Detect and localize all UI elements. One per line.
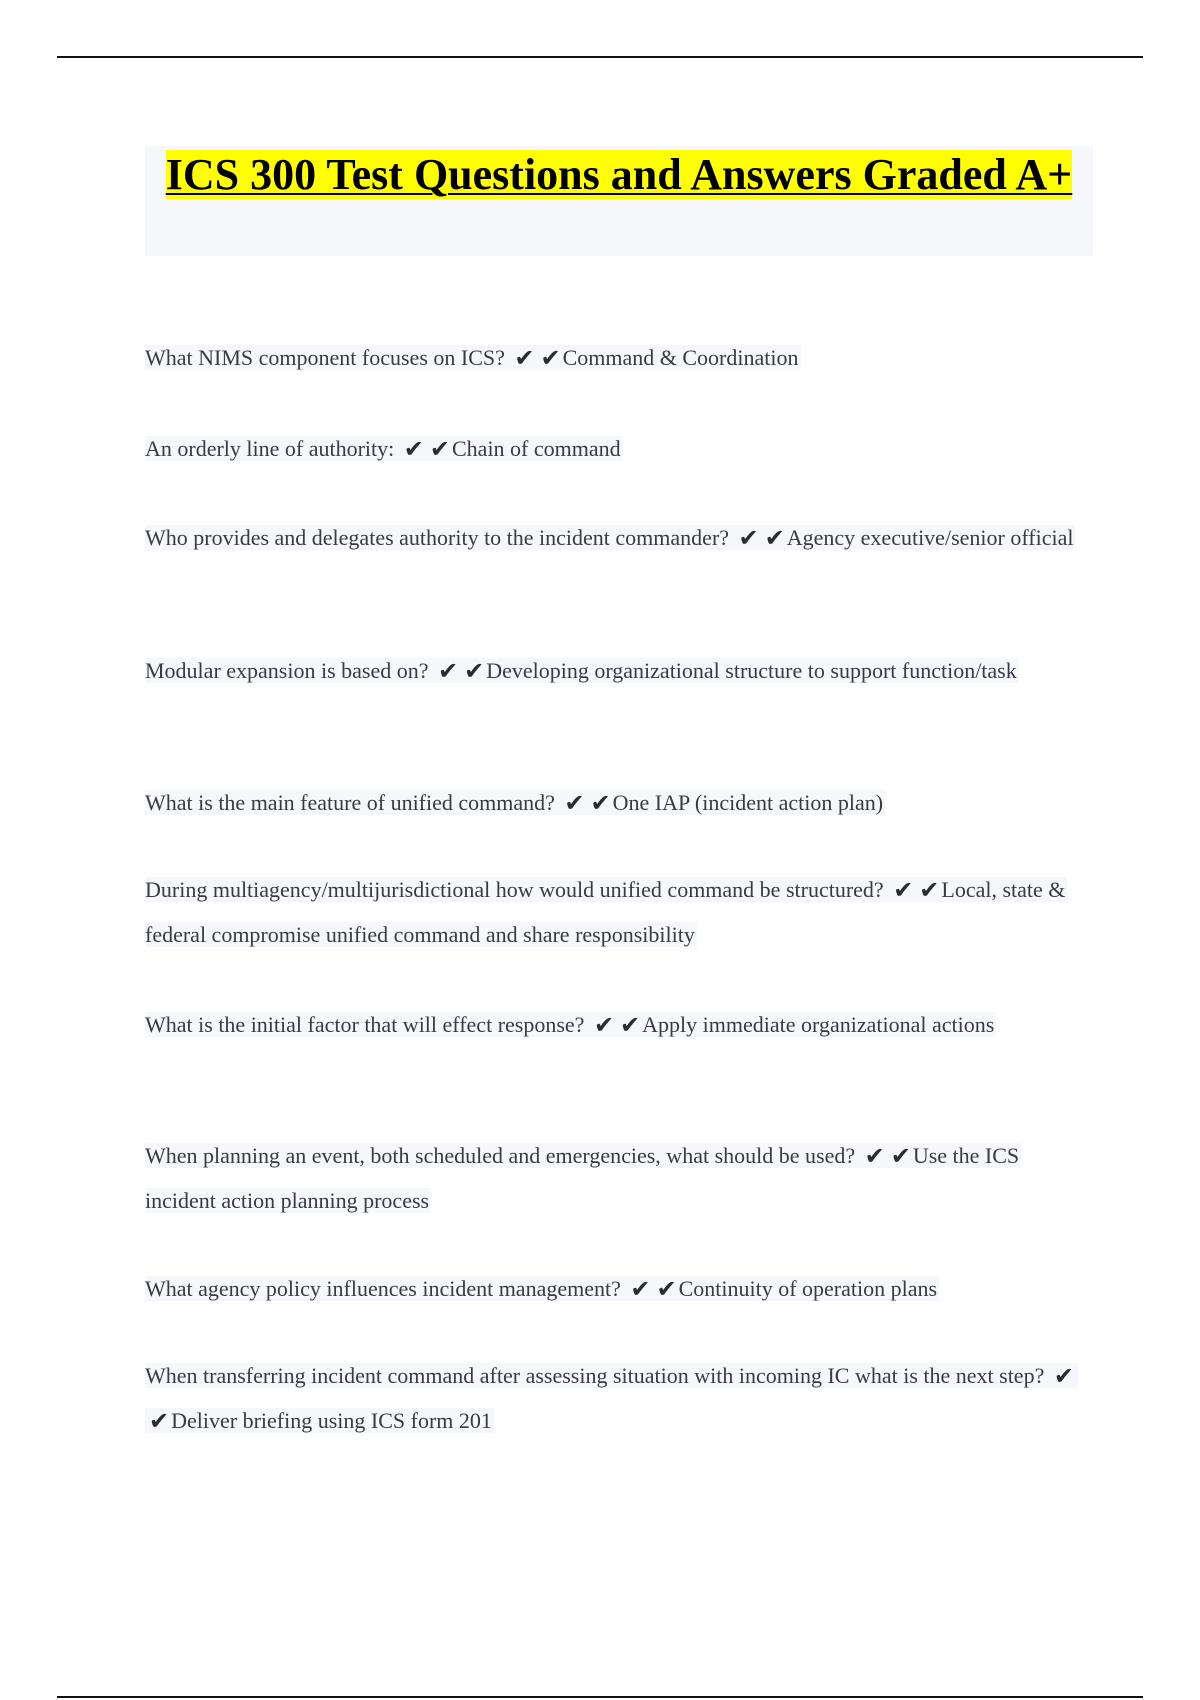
answer-text: Use the ICS incident action planning process: [145, 1143, 1020, 1213]
check-icon: ✔: [1053, 1362, 1074, 1390]
document-title: ICS 300 Test Questions and Answers Graded A+: [165, 150, 1073, 199]
title-block: [145, 146, 1093, 256]
answer-text: Command & Coordination: [562, 345, 799, 370]
question-text: Modular expansion is based on?: [145, 658, 429, 683]
qa-item-8: [145, 1133, 1085, 1223]
question-text: During multiagency/multijurisdictional how would unified command be structured?: [145, 877, 884, 902]
answer-text: Apply immediate organizational actions: [642, 1012, 995, 1037]
check-icon: ✔: [590, 789, 611, 817]
answer-text: Deliver briefing using ICS form 201: [171, 1408, 492, 1433]
check-icon: ✔: [149, 1407, 170, 1435]
check-icon: ✔: [464, 657, 485, 685]
answer-text: Developing organizational structure to support function/task: [486, 658, 1017, 683]
check-icon: ✔: [514, 344, 535, 372]
check-icon: ✔: [564, 789, 585, 817]
answer-text: Local, state & federal compromise unified command and share responsibility: [145, 877, 1066, 947]
question-text: What is the main feature of unified command?: [145, 790, 555, 815]
footer-rule: [57, 1696, 1143, 1698]
question-text: An orderly line of authority:: [145, 436, 395, 461]
question-text: What is the initial factor that will effect response?: [145, 1012, 585, 1037]
answer-text: Chain of command: [452, 436, 621, 461]
check-icon: ✔: [738, 524, 759, 552]
qa-item-1: [145, 335, 1085, 380]
question-text: What NIMS component focuses on ICS?: [145, 345, 505, 370]
qa-item-7: [145, 1002, 1085, 1047]
qa-item-4: [145, 648, 1085, 693]
question-text: When planning an event, both scheduled and emergencies, what should be used?: [145, 1143, 856, 1168]
answer-text: Continuity of operation plans: [678, 1276, 938, 1301]
question-text: What agency policy influences incident management?: [145, 1276, 621, 1301]
check-icon: ✔: [593, 1011, 615, 1039]
check-icon: ✔: [630, 1275, 651, 1303]
header-rule: [57, 56, 1143, 58]
qa-item-2: [145, 426, 1085, 471]
question-text: When transferring incident command after assessing situation with incoming IC what is the next step?: [145, 1363, 1045, 1388]
check-icon: ✔: [890, 1142, 911, 1170]
check-icon: ✔: [438, 657, 459, 685]
answer-text: Agency executive/senior official: [786, 525, 1074, 550]
check-icon: ✔: [864, 1142, 885, 1170]
check-icon: ✔: [403, 435, 424, 463]
qa-item-3: [145, 515, 1085, 560]
qa-item-10: [145, 1353, 1085, 1443]
check-icon: ✔: [919, 876, 940, 904]
qa-item-6: [145, 867, 1085, 957]
check-icon: ✔: [540, 344, 561, 372]
check-icon: ✔: [429, 435, 450, 463]
qa-item-9: [145, 1266, 1085, 1311]
check-icon: ✔: [764, 524, 785, 552]
answer-text: One IAP (incident action plan): [612, 790, 884, 815]
check-icon: ✔: [893, 876, 914, 904]
question-text: Who provides and delegates authority to the incident commander?: [145, 525, 730, 550]
check-icon: ✔: [656, 1275, 677, 1303]
check-icon: ✔: [620, 1011, 641, 1039]
qa-item-5: [145, 780, 1085, 825]
